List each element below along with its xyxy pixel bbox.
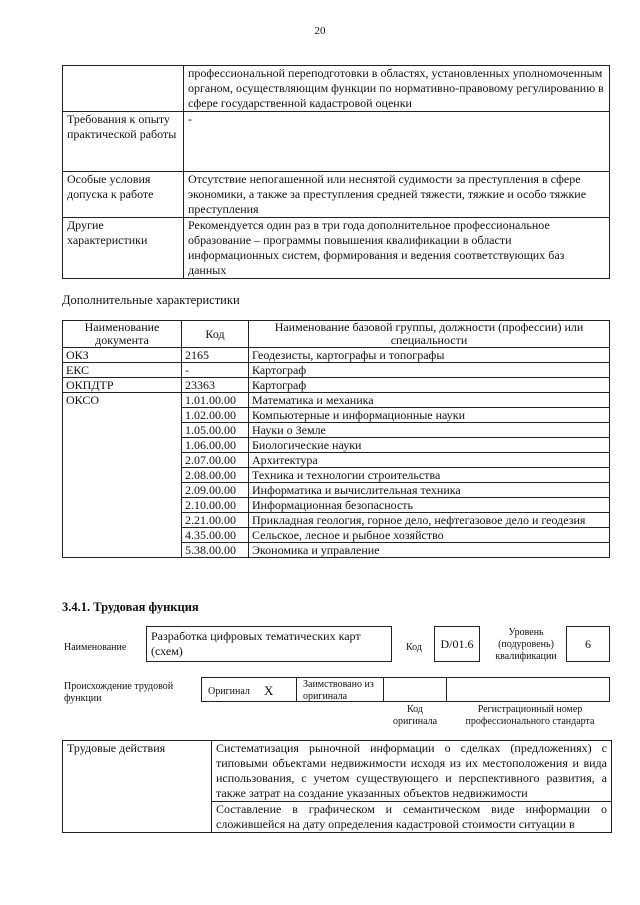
cell-code: 2.09.00.00 [182,483,249,498]
cell-name: Архитектура [249,453,610,468]
table-row [63,348,610,363]
qualification-requirements-table [62,65,610,279]
header-document: Наименование документа [63,321,182,348]
header-code: Код [182,321,249,348]
row-text: профессиональной переподготовки в областях, установленных уполномоченным органом, осуществляющим функции по нормативно-правовому регулированию в сфере государственной кадастровой оценки [184,66,610,112]
cell-name: Информационная безопасность [249,498,610,513]
action-text: Составление в графическом и семантическом виде информации о сложившейся на дату определения кадастровой стоимости ситуации в [212,802,612,833]
header-name: Наименование базовой группы, должности (профессии) или специальности [249,321,610,348]
additional-characteristics-title: Дополнительные характеристики [62,293,240,307]
table-row [63,112,610,172]
cell-name: Математика и механика [249,393,610,408]
row-text: - [184,112,610,172]
code-value: D/01.6 [434,626,480,662]
cell-name: Прикладная геология, горное дело, нефтегазовое дело и геодезия [249,513,610,528]
cell-doc: ОКЗ [63,348,182,363]
function-name-label: Наименование [64,642,127,653]
cell-name: Картограф [249,378,610,393]
cell-code: 1.06.00.00 [182,438,249,453]
code-label: Код [406,642,422,653]
cell-code: 5.38.00.00 [182,543,249,558]
row-text: Рекомендуется один раз в три года дополнительное профессиональное образование – программы повышения квалификации в области информационных систем, формирования и ведения соответствующих баз данных [184,218,610,279]
row-text: Отсутствие непогашенной или неснятой судимости за преступления в сфере экономики, а также за преступления средней тяжести, тяжкие и особо тяжкие преступления [184,172,610,218]
cell-name: Экономика и управление [249,543,610,558]
divider [383,677,384,702]
cell-name: Картограф [249,363,610,378]
cell-name: Науки о Земле [249,423,610,438]
divider [446,677,447,702]
cell-doc: ОКСО [63,393,182,558]
table-row [63,741,612,802]
row-label: Особые условия допуска к работе [63,172,184,218]
original-code-label: Код оригинала [392,704,438,727]
row-label: Требования к опыту практической работы [63,112,184,172]
cell-code: 2.08.00.00 [182,468,249,483]
cell-code: 1.05.00.00 [182,423,249,438]
cell-code: - [182,363,249,378]
row-label [63,66,184,112]
cell-code: 2.21.00.00 [182,513,249,528]
additional-characteristics-table [62,320,610,558]
action-text: Систематизация рыночной информации о сделках (предложениях) с типовыми объектами недвижимости исходя из их местоположения и вида использования, с учетом существующего и перспективного развития, а также затрат на создание указанных объектов недвижимости [212,741,612,802]
cell-code: 4.35.00.00 [182,528,249,543]
qualification-level-value: 6 [566,626,610,662]
origin-label: Происхождение трудовой функции [64,681,174,704]
labor-actions-table [62,740,612,833]
cell-name: Геодезисты, картографы и топографы [249,348,610,363]
qualification-level-label: Уровень (подуровень) квалификации [495,627,557,662]
page-number: 20 [314,25,326,37]
function-name-value: Разработка цифровых тематических карт (схем) [146,626,392,662]
cell-code: 1.01.00.00 [182,393,249,408]
cell-code: 2165 [182,348,249,363]
table-row [63,393,610,408]
cell-name: Биологические науки [249,438,610,453]
table-row [63,218,610,279]
original-label: Оригинал [208,686,250,697]
table-row [63,172,610,218]
borrowed-label: Заимствовано из оригинала [303,679,374,702]
header-row [63,321,610,348]
cell-name: Сельское, лесное и рыбное хозяйство [249,528,610,543]
cell-name: Компьютерные и информационные науки [249,408,610,423]
table-row [63,363,610,378]
cell-doc: ЕКС [63,363,182,378]
cell-code: 2.07.00.00 [182,453,249,468]
labor-function-title: 3.4.1. Трудовая функция [62,600,199,614]
cell-code: 23363 [182,378,249,393]
cell-code: 1.02.00.00 [182,408,249,423]
row-label: Другие характеристики [63,218,184,279]
actions-label: Трудовые действия [63,741,212,833]
original-mark: X [264,683,274,698]
table-row [63,66,610,112]
registration-number-label: Регистрационный номер профессионального стандарта [465,704,595,727]
cell-doc: ОКПДТР [63,378,182,393]
cell-code: 2.10.00.00 [182,498,249,513]
table-row [63,378,610,393]
cell-name: Информатика и вычислительная техника [249,483,610,498]
cell-name: Техника и технологии строительства [249,468,610,483]
